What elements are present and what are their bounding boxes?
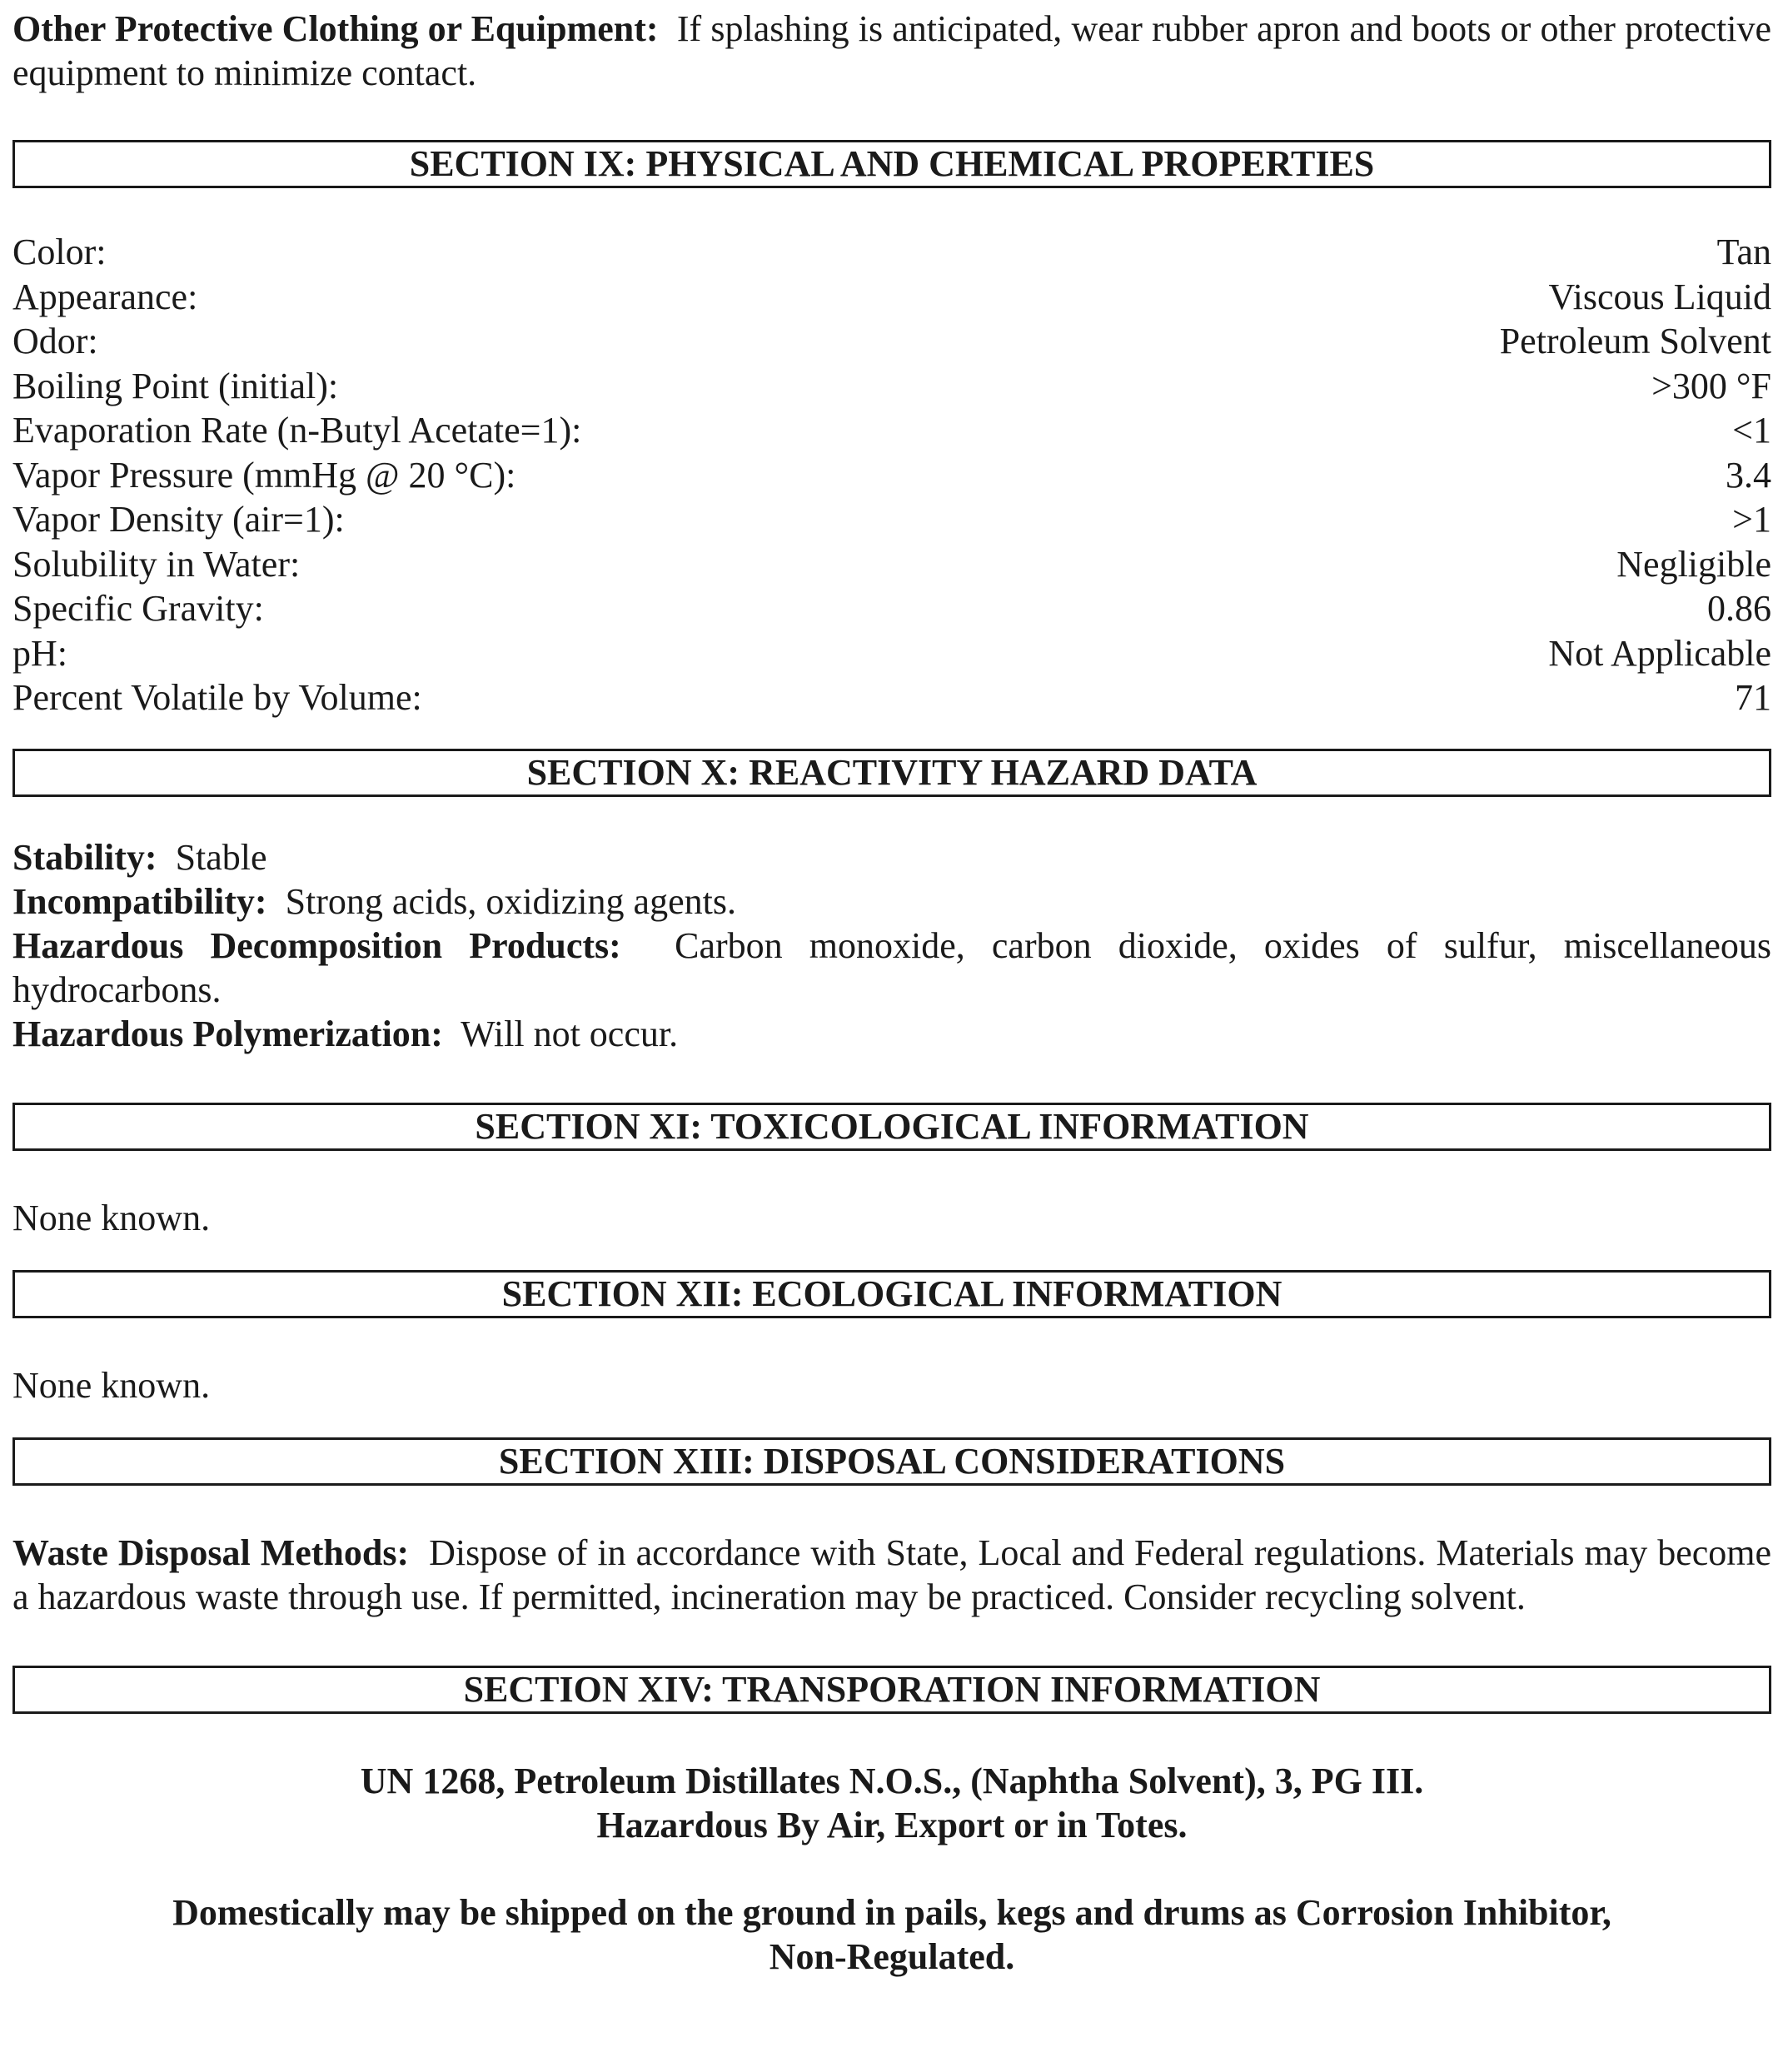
decomposition-line [12, 924, 1771, 1012]
incompatibility-value: Strong acids, oxidizing agents. [285, 880, 736, 922]
polymerization-value: Will not occur. [461, 1013, 679, 1054]
transport-line-1: UN 1268, Petroleum Distillates N.O.S., (Naphtha Solvent), 3, PG III. [360, 1760, 1424, 1801]
property-row [12, 275, 1771, 320]
property-name: Specific Gravity: [12, 588, 264, 629]
property-name: Odor: [12, 321, 98, 361]
section-xi-header: SECTION XI: TOXICOLOGICAL INFORMATION [12, 1103, 1771, 1151]
incompatibility-label: Incompatibility: [12, 880, 267, 922]
property-value: Petroleum Solvent [1499, 321, 1771, 361]
decomposition-value: Carbon monoxide, carbon dioxide, oxides of sulfur, miscellaneous hydrocarbons. [12, 924, 1772, 1010]
property-name: Vapor Pressure (mmHg @ 20 °C): [12, 454, 516, 496]
waste-disposal-paragraph [12, 1531, 1771, 1619]
polymerization-line [12, 1012, 1771, 1056]
document-page [12, 7, 1771, 1979]
waste-disposal-text: Dispose of in accordance with State, Local and Federal regulations. Materials may become a hazardous waste through use. If permitted, incineration may be practiced. Consider recycling solvent. [12, 1532, 1772, 1617]
stability-label: Stability: [12, 836, 157, 878]
stability-value: Stable [175, 836, 267, 878]
property-value: Viscous Liquid [1548, 276, 1771, 317]
property-name: Appearance: [12, 276, 198, 317]
property-value: 0.86 [1707, 588, 1771, 629]
property-name: Color: [12, 232, 107, 272]
property-value: 71 [1735, 677, 1771, 718]
polymerization-label: Hazardous Polymerization: [12, 1013, 443, 1054]
section-xii-header: SECTION XII: ECOLOGICAL INFORMATION [12, 1270, 1771, 1318]
property-row [12, 319, 1771, 364]
property-name: pH: [12, 632, 67, 674]
physical-properties-list [12, 230, 1771, 720]
section-ix-header: SECTION IX: PHYSICAL AND CHEMICAL PROPERTIES [12, 140, 1771, 188]
property-row [12, 364, 1771, 409]
property-value: >1 [1732, 499, 1771, 540]
property-name: Solubility in Water: [12, 543, 301, 585]
transport-line-3: Domestically may be shipped on the ground in pails, kegs and drums as Corrosion Inhibitor, [172, 1891, 1611, 1933]
section-xiv-header: SECTION XIV: TRANSPORATION INFORMATION [12, 1666, 1771, 1714]
property-row [12, 230, 1771, 275]
property-name: Vapor Density (air=1): [12, 499, 345, 540]
stability-line [12, 835, 1771, 879]
property-row [12, 542, 1771, 587]
property-row [12, 631, 1771, 676]
property-value: 3.4 [1726, 454, 1771, 496]
protective-equipment-text: If splashing is anticipated, wear rubber apron and boots or other protective equipment to minimize contact. [12, 8, 1771, 93]
property-row [12, 453, 1771, 498]
property-name: Boiling Point (initial): [12, 365, 339, 406]
ecological-text: None known. [12, 1364, 211, 1406]
property-value: Not Applicable [1548, 632, 1771, 674]
decomposition-label: Hazardous Decomposition Products: [12, 924, 621, 966]
property-name: Evaporation Rate (n-Butyl Acetate=1): [12, 410, 582, 451]
property-name: Percent Volatile by Volume: [12, 677, 422, 718]
section-x-header: SECTION X: REACTIVITY HAZARD DATA [12, 749, 1771, 797]
protective-equipment-label: Other Protective Clothing or Equipment: [12, 8, 659, 49]
section-xiii-header: SECTION XIII: DISPOSAL CONSIDERATIONS [12, 1437, 1771, 1486]
property-value: Tan [1716, 232, 1771, 272]
protective-equipment-paragraph [12, 7, 1771, 95]
property-value: Negligible [1616, 543, 1771, 585]
property-row [12, 408, 1771, 453]
toxicological-text: None known. [12, 1197, 211, 1238]
property-value: <1 [1732, 410, 1771, 451]
property-value: >300 °F [1651, 365, 1771, 406]
transport-line-2: Hazardous By Air, Export or in Totes. [596, 1804, 1188, 1845]
waste-disposal-label: Waste Disposal Methods: [12, 1532, 410, 1573]
incompatibility-line [12, 879, 1771, 924]
property-row [12, 497, 1771, 542]
property-row [12, 675, 1771, 720]
transport-line-4: Non-Regulated. [769, 1935, 1015, 1977]
property-row [12, 586, 1771, 631]
